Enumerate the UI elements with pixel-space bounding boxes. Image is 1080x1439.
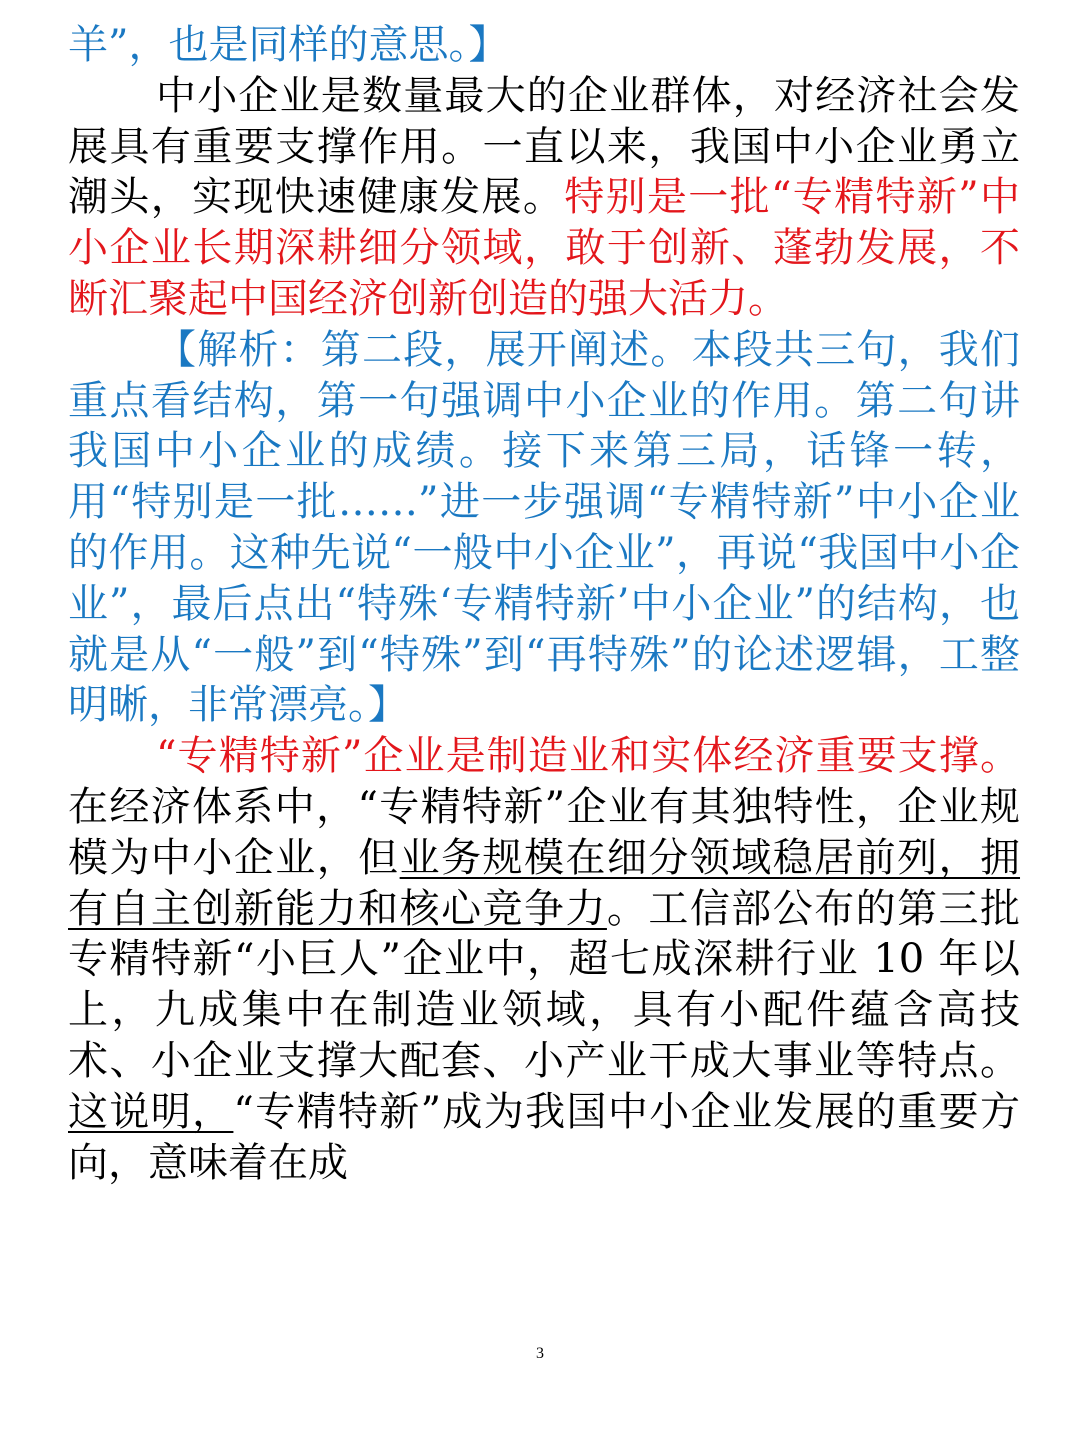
body-text: 中小企业是数量最大的企业群体，对经济社会发展具有重要支撑作用。一直以来，我国中小企业勇立潮头，实现快速健康发展。 bbox=[68, 72, 1020, 221]
page-number: 3 bbox=[536, 1345, 544, 1362]
body-paragraph-3 bbox=[68, 731, 1020, 1188]
body-text: 。工信部公布的第三批专精特新“小巨人”企业中，超七成深耕行业 10 年以上，九成集中在制造业领域，具有小配件蕴含高技术、小企业支撑大配套、小产业干成大事业等特点。 bbox=[68, 885, 1021, 1084]
underlined-text: 业务规模在细分领域稳居前列，拥有自主创新能力和核心竞争力 bbox=[68, 834, 1021, 932]
analysis-closing-text: 羊”，也是同样的意思。】 bbox=[68, 22, 509, 68]
body-text: 在经济体系中，“专精特新”企业有其独特性，企业规模为中小企业，但 bbox=[68, 783, 1020, 881]
body-text: “专精特新”成为我国中小企业发展的重要方向，意味着在成 bbox=[68, 1088, 1021, 1186]
underlined-text: 这说明， bbox=[68, 1088, 234, 1135]
emphasis-text: “专精特新”企业是制造业和实体经济重要支撑。 bbox=[156, 733, 1020, 780]
analysis-text: 【解析：第二段，展开阐述。本段共三句，我们重点看结构，第一句强调中小企业的作用。第二句讲我国中小企业的成绩。接下来第三局，话锋一转，用“特别是一批……”进一步强调“专精特新”中小企业的作用。这种先说“一般中小企业”，再说“我国中小企业”，最后点出“特殊‘专精特新’中小企业”的结构，也就是从“一般”到“特殊”到“再特殊”的论述逻辑，工整明晰，非常漂亮。】 bbox=[68, 326, 1020, 729]
emphasis-text: 特别是一批“专精特新”中小企业长期深耕细分领域，敢于创新、蓬勃发展，不断汇聚起中国经济创新创造的强大活力。 bbox=[68, 174, 1021, 322]
analysis-paragraph-2 bbox=[68, 325, 1020, 731]
body-paragraph-2 bbox=[68, 71, 1020, 325]
analysis-paragraph-end bbox=[68, 20, 1020, 71]
